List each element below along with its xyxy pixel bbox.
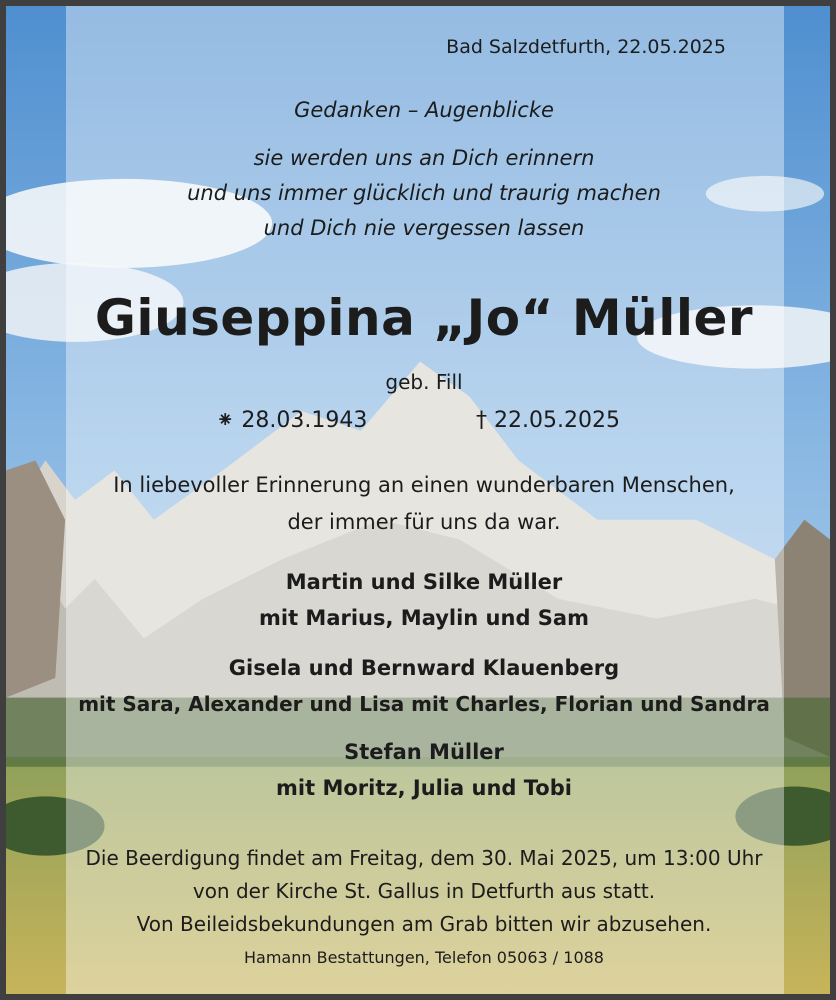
poem-line: sie werden uns an Dich erinnern — [253, 146, 595, 170]
poem-line: und uns immer glücklich und traurig machen — [187, 181, 661, 205]
poem-line: und Dich nie vergessen lassen — [263, 216, 585, 240]
family-children: mit Sara, Alexander und Lisa mit Charles, Florian und Sandra — [78, 692, 770, 716]
family-children: mit Moritz, Julia und Tobi — [276, 776, 572, 800]
family-names: Martin und Silke Müller — [285, 570, 563, 594]
place-and-date: Bad Salzdetfurth, 22.05.2025 — [446, 36, 726, 58]
family-names: Stefan Müller — [344, 740, 504, 764]
remembrance-line: In liebevoller Erinnerung an einen wunderbaren Menschen, — [113, 473, 735, 497]
birth-date: ⁕ 28.03.1943 — [216, 408, 368, 433]
poem-line: Gedanken – Augenblicke — [294, 98, 554, 122]
funeral-home-contact: Hamann Bestattungen, Telefon 05063 / 1088 — [244, 948, 604, 967]
funeral-info-line: Die Beerdigung findet am Freitag, dem 30. Mai 2025, um 13:00 Uhr — [85, 846, 763, 870]
funeral-info-line: Von Beileidsbekundungen am Grab bitten wir abzusehen. — [136, 912, 712, 936]
maiden-name: geb. Fill — [385, 370, 463, 394]
remembrance-line: der immer für uns da war. — [287, 510, 561, 534]
funeral-info-line: von der Kirche St. Gallus in Detfurth aus statt. — [192, 879, 656, 903]
deceased-name: Giuseppina „Jo“ Müller — [94, 289, 754, 347]
family-children: mit Marius, Maylin und Sam — [259, 606, 589, 630]
death-date: † 22.05.2025 — [476, 408, 620, 433]
family-names: Gisela und Bernward Klauenberg — [228, 656, 620, 680]
